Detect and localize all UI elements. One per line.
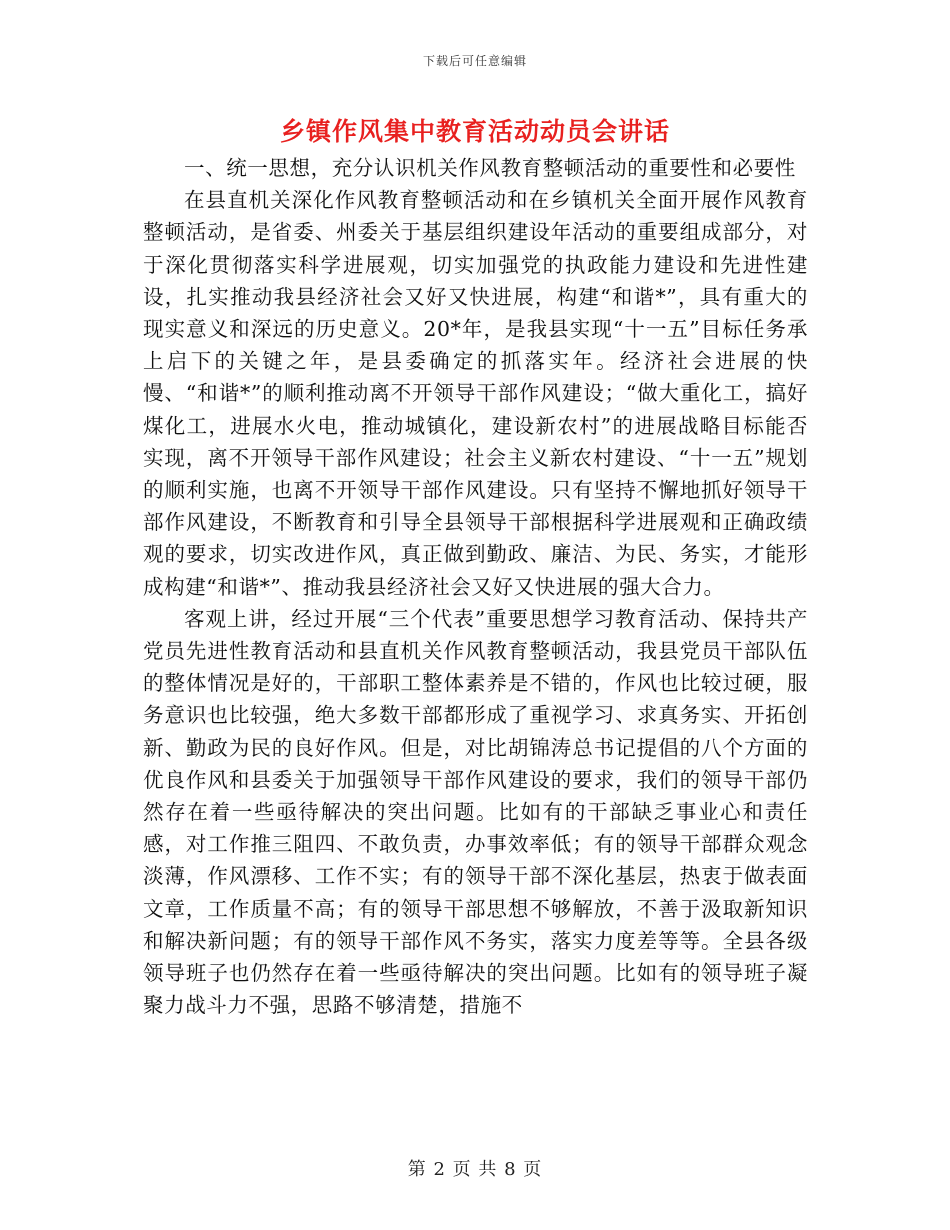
body-paragraph: 客观上讲，经过开展“三个代表”重要思想学习教育活动、保持共产党员先进性教育活动和县直机关作风教育整顿活动，我县党员干部队伍的整体情况是好的，干部职工整体素养是不错的，作风也比较过硬，服务意识也比较强，绝大多数干部都形成了重视学习、求真务实、开拓创新、勤政为民的良好作风。但是，对比胡锦涛总书记提倡的八个方面的优良作风和县委关于加强领导干部作风建设的要求，我们的领导干部仍然存在着一些亟待解决的突出问题。比如有的干部缺乏事业心和责任感，对工作推三阻四、不敢负责，办事效率低；有的领导干部群众观念淡薄，作风漂移、工作不实；有的领导干部不深化基层，热衷于做表面文章，工作质量不高；有的领导干部思想不够解放，不善于汲取新知识和解决新问题；有的领导干部作风不务实，落实力度差等等。全县各级领导班子也仍然存在着一些亟待解决的突出问题。比如有的领导班子凝聚力战斗力不强，思路不够清楚，措施不 — [143, 606, 808, 1018]
document-title: 乡镇作风集中教育活动动员会讲话 — [279, 117, 670, 146]
header-note: 下载后可任意编辑 — [422, 54, 527, 68]
document-body — [143, 152, 808, 1021]
page-number-footer: 第 2 页 共 8 页 — [407, 1159, 543, 1180]
body-paragraph: 在县直机关深化作风教育整顿活动和在乡镇机关全面开展作风教育整顿活动，是省委、州委关于基层组织建设年活动的重要组成部分，对于深化贯彻落实科学进展观，切实加强党的执政能力建设和先进性建设，扎实推动我县经济社会又好又快进展，构建“和谐*”，具有重大的现实意义和深远的历史意义。20*年，是我县实现“十一五”目标任务承上启下的关键之年，是县委确定的抓落实年。经济社会进展的快慢、“和谐*”的顺利推动离不开领导干部作风建设；“做大重化工，搞好煤化工，进展水火电，推动城镇化，建设新农村”的进展战略目标能否实现，离不开领导干部作风建设；社会主义新农村建设、“十一五”规划的顺利实施，也离不开领导干部作风建设。只有坚持不懈地抓好领导干部作风建设，不断教育和引导全县领导干部根据科学进展观和正确政绩观的要求，切实改进作风，真正做到勤政、廉洁、为民、务实，才能形成构建“和谐*”、推动我县经济社会又好又快进展的强大合力。 — [143, 188, 808, 599]
section-heading-paragraph: 一、统一思想，充分认识机关作风教育整顿活动的重要性和必要性 — [184, 156, 796, 180]
